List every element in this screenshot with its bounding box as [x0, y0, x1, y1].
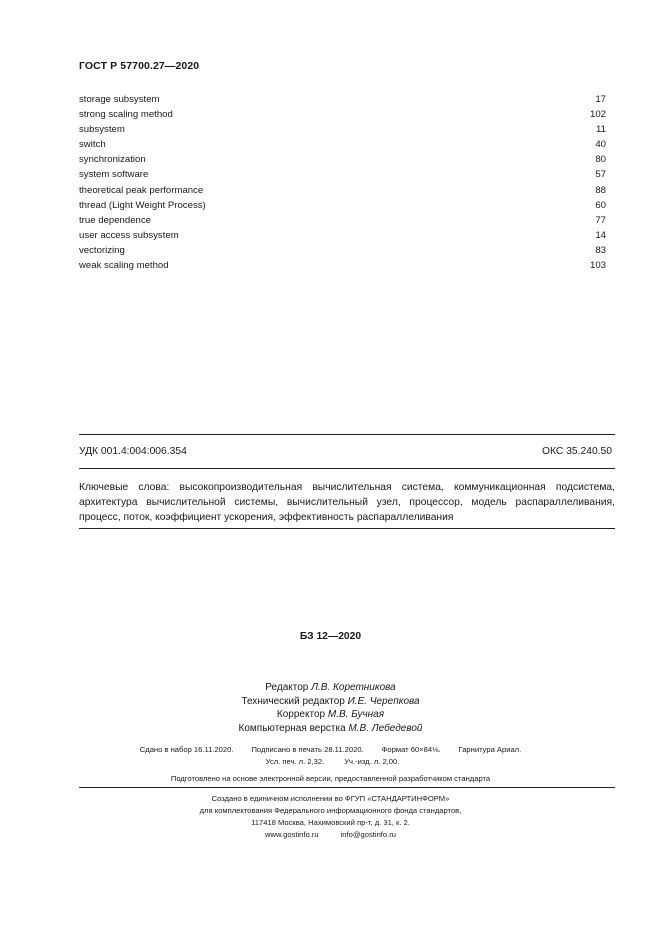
- publisher-sheets: Уч.-изд. л. 2,00.: [344, 757, 400, 766]
- publisher-address: 117418 Москва, Нахимовский пр-т, д. 31, к. 2.: [251, 818, 410, 827]
- index-row: [79, 107, 606, 122]
- index-term: vectorizing: [79, 244, 125, 256]
- staff-row: [0, 722, 661, 736]
- divider-imprint: [79, 787, 615, 788]
- index-page: 14: [595, 229, 606, 241]
- index-row: [79, 228, 606, 243]
- page-header-standard: ГОСТ Р 57700.27—2020: [79, 60, 200, 72]
- index-page: 40: [595, 139, 606, 151]
- staff-name: М.В. Бучная: [327, 709, 385, 721]
- index-term: theoretical peak performance: [79, 184, 204, 196]
- index-row: [79, 183, 606, 198]
- staff-row: [0, 695, 661, 709]
- staff-row: [0, 708, 661, 722]
- staff-row: [0, 681, 661, 695]
- email-link[interactable]: info@gostinfo.ru: [340, 830, 397, 839]
- index-page: 88: [595, 184, 606, 196]
- publisher-line: Создано в единичном исполнении во ФГУП «СТАНДАРТИНФОРМ»: [211, 794, 450, 803]
- index-term: user access subsystem: [79, 229, 179, 241]
- index-page: 83: [595, 244, 606, 256]
- index-row: [79, 152, 606, 167]
- staff-name: И.Е. Черепкова: [347, 695, 420, 707]
- index-term: weak scaling method: [79, 260, 169, 272]
- index-page: 102: [589, 109, 606, 121]
- index-term: strong scaling method: [79, 109, 173, 121]
- classification-line: [79, 446, 612, 457]
- signed-date: Подписано в печать 28.11.2020.: [251, 745, 364, 754]
- index-row: [79, 213, 606, 228]
- index-row: [79, 137, 606, 152]
- typeface: Гарнитура Ариал.: [458, 745, 522, 754]
- index-row: [79, 167, 606, 182]
- publisher-line: для комплектования Федерального информационного фонда стандартов,: [199, 806, 462, 815]
- index-page: 60: [595, 199, 606, 211]
- website-link[interactable]: www.gostinfo.ru: [264, 830, 319, 839]
- index-term: true dependence: [79, 214, 152, 226]
- staff-name: Л.В. Коретникова: [311, 682, 396, 693]
- staff-role: Корректор: [276, 709, 326, 721]
- index-page: 103: [589, 260, 606, 272]
- index-page: 11: [596, 124, 606, 136]
- divider-classification: [79, 468, 615, 469]
- index-term: subsystem: [79, 124, 125, 136]
- editorial-staff: [0, 681, 661, 735]
- index-page: 17: [595, 94, 606, 105]
- imprint-row: [0, 756, 661, 768]
- keywords-paragraph: Ключевые слова: высокопроизводительная вычислительная система, коммуникационная подсистема, архитектура вычислительной системы, вычислительный узел, процессор, модель распараллеливания, процесс, поток, коэффициент ускорения, эффективность распараллеливания: [79, 482, 615, 523]
- index-list: [79, 92, 606, 273]
- print-imprint: [0, 744, 661, 768]
- udc-code: УДК 001.4:004:006.354: [79, 446, 187, 457]
- staff-role: Технический редактор: [241, 695, 345, 707]
- oks-code: ОКС 35.240.50: [542, 446, 612, 457]
- staff-name: М.В. Лебедевой: [348, 722, 423, 734]
- imprint-row: [0, 744, 661, 756]
- index-row: [79, 243, 606, 258]
- submitted-date: Сдано в набор 16.11.2020.: [139, 745, 234, 754]
- staff-role: Редактор: [265, 682, 309, 693]
- index-page: 80: [595, 154, 606, 166]
- index-term: system software: [79, 169, 149, 181]
- publisher-links: [0, 829, 661, 841]
- index-term: thread (Light Weight Process): [79, 199, 206, 211]
- index-term: storage subsystem: [79, 94, 160, 105]
- bz-number: БЗ 12—2020: [299, 631, 362, 642]
- index-term: switch: [79, 139, 106, 151]
- index-term: synchronization: [79, 154, 146, 166]
- index-row: [79, 258, 606, 273]
- index-page: 77: [595, 214, 606, 226]
- index-row: [79, 198, 606, 213]
- index-page: 57: [595, 169, 606, 181]
- paper-format: Формат 60×84⅛.: [381, 745, 441, 754]
- index-row: [79, 122, 606, 137]
- prepared-note: Подготовлено на основе электронной версии, предоставленной разработчиком стандарта: [170, 774, 491, 783]
- index-row: [79, 92, 606, 107]
- staff-role: Компьютерная верстка: [238, 722, 346, 734]
- divider-top: [79, 434, 615, 435]
- divider-keywords: [79, 528, 615, 529]
- printed-sheets: Усл. печ. л. 2,32.: [265, 757, 325, 766]
- publisher-block: [0, 793, 661, 841]
